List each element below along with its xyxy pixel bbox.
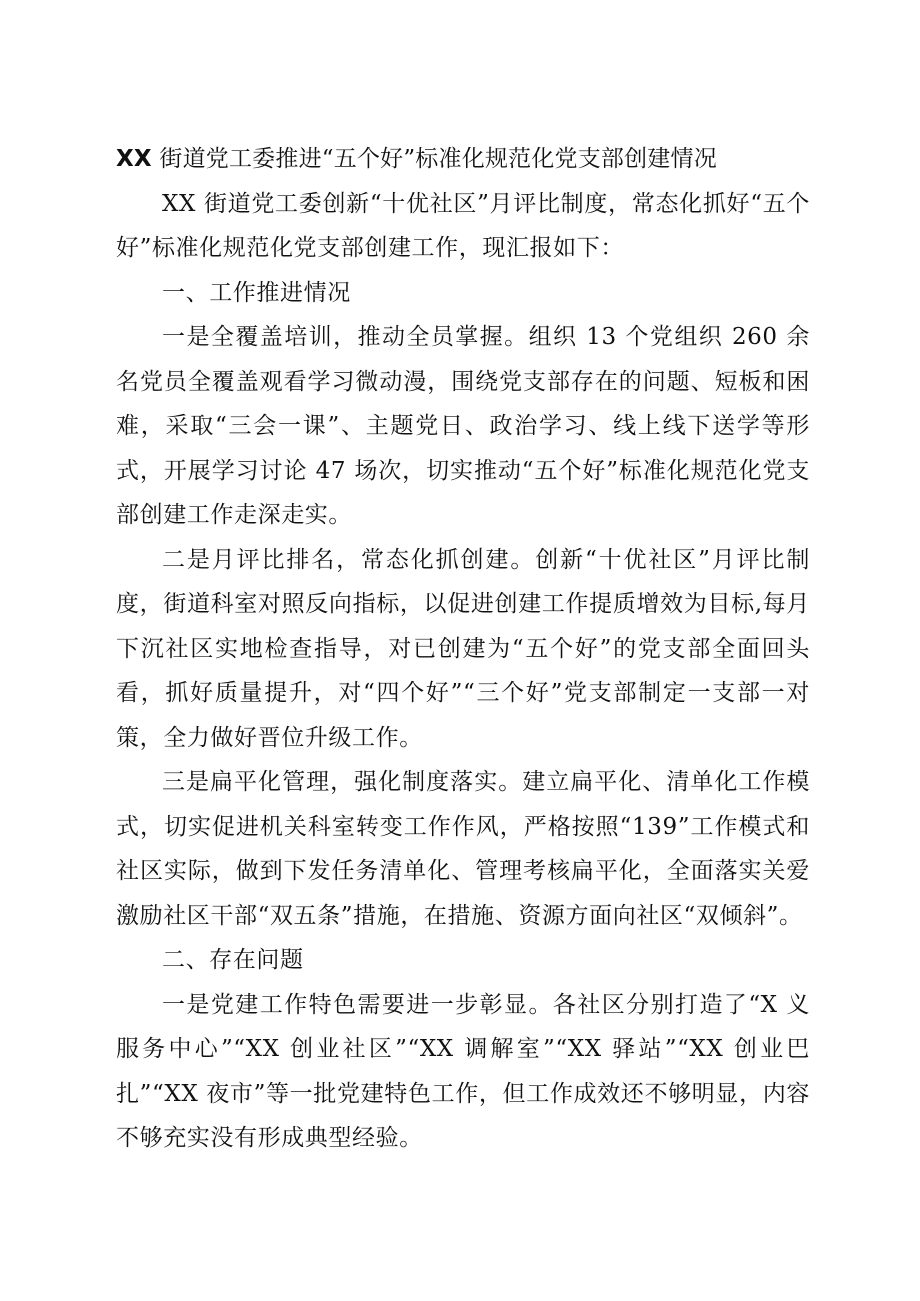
paragraph-monthly-ranking: 二是月评比排名，常态化抓创建。创新“十优社区”月评比制度，街道科室对照反向指标，以促进创建工作提质增效为目标,每月下沉社区实地检查指导，对已创建为“五个好”的党支部全面回头看，抓好质量提升，对“四个好”“三个好”党支部制定一支部一对策，全力做好晋位升级工作。 xyxy=(116,546,810,751)
section-heading-problems: 二、存在问题 xyxy=(162,947,304,973)
paragraph-party-building-features: 一是党建工作特色需要进一步彰显。各社区分别打造了“X 义服务中心”“XX 创业社区”“XX 调解室”“XX 驿站”“XX 创业巴扎”“XX 夜市”等一批党建特色工作，但工作成效还不够明显，内容不够充实没有形成典型经验。 xyxy=(116,991,810,1151)
document-title xyxy=(116,137,810,182)
document-body xyxy=(116,137,810,1161)
intro-paragraph: XX 街道党工委创新“十优社区”月评比制度，常态化抓好“五个好”标准化规范化党支部创建工作，现汇报如下： xyxy=(116,190,810,261)
title-prefix: XX xyxy=(116,146,152,172)
paragraph-training: 一是全覆盖培训，推动全员掌握。组织 13 个党组织 260 余名党员全覆盖观看学习微动漫，围绕党支部存在的问题、短板和困难，采取“三会一课”、主题党日、政治学习、线上线下送学等形式，开展学习讨论 47 场次，切实推动“五个好”标准化规范化党支部创建工作走深走实。 xyxy=(116,324,810,528)
section-heading-work-progress: 一、工作推进情况 xyxy=(162,279,351,306)
title-text: 街道党工委推进“五个好”标准化规范化党支部创建情况 xyxy=(151,146,717,172)
paragraph-flat-management: 三是扁平化管理，强化制度落实。建立扁平化、清单化工作模式，切实促进机关科室转变工作作风，严格按照“139”工作模式和社区实际，做到下发任务清单化、管理考核扁平化，全面落实关爱激励社区干部“双五条”措施，在措施、资源方面向社区“双倾斜”。 xyxy=(116,769,810,929)
